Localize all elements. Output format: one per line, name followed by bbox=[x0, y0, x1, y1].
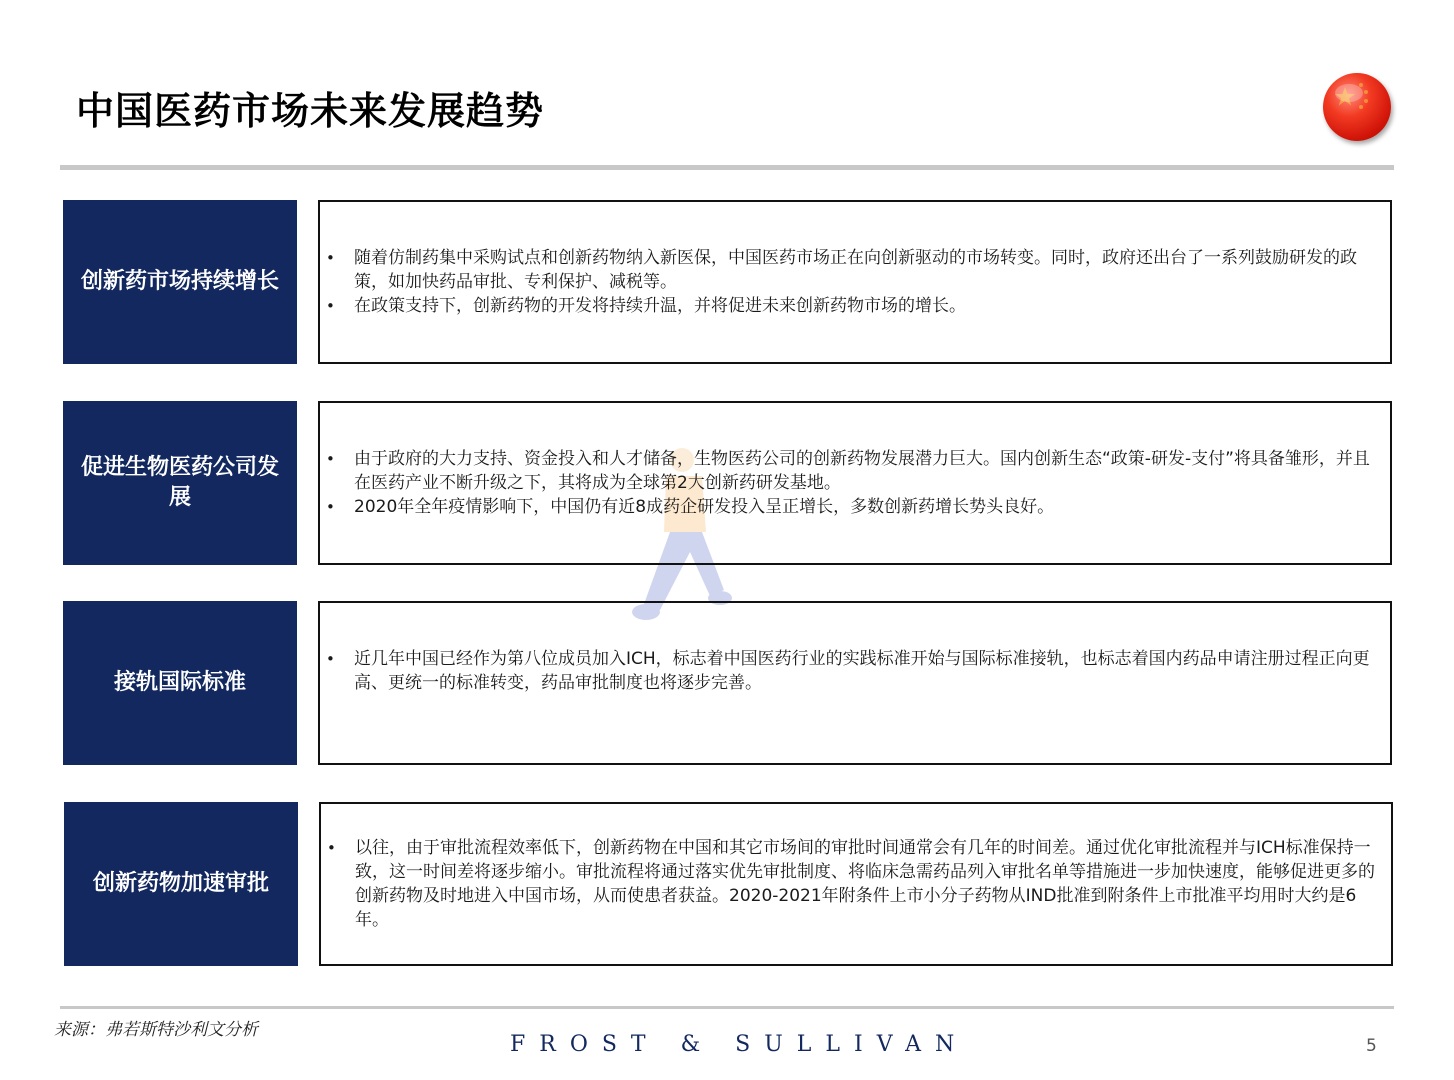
content-box-approval bbox=[319, 802, 1393, 966]
label-box-market-growth bbox=[63, 200, 297, 364]
brand-logo: FROST & SULLIVAN bbox=[510, 1032, 969, 1057]
content-box-market-growth bbox=[318, 200, 1392, 364]
row-label: 促进生物医药公司发展 bbox=[80, 455, 279, 510]
content-box-ich bbox=[318, 601, 1392, 765]
china-flag-globe-icon bbox=[1323, 73, 1391, 141]
bullet-item: • 2020年全年疫情影响下，中国仍有近8成药企研发投入呈正增长，多数创新药增长势头良好。 bbox=[326, 495, 1380, 519]
bullet-item: • 随着仿制药集中采购试点和创新药物纳入新医保，中国医药市场正在向创新驱动的市场转变。同时，政府还出台了一系列鼓励研发的政策，如加快药品审批、专利保护、减税等。 bbox=[326, 246, 1380, 294]
label-box-ich bbox=[63, 601, 297, 765]
bullet-item: • 近几年中国已经作为第八位成员加入ICH，标志着中国医药行业的实践标准开始与国际标准接轨，也标志着国内药品申请注册过程正向更高、更统一的标准转变，药品审批制度也将逐步完善。 bbox=[326, 647, 1380, 695]
top-divider bbox=[60, 165, 1394, 170]
row-label: 创新药物加速审批 bbox=[92, 871, 269, 896]
page-title: 中国医药市场未来发展趋势 bbox=[76, 89, 545, 133]
bullet-list bbox=[326, 447, 1380, 519]
source-note: 来源：弗若斯特沙利文分析 bbox=[54, 1020, 258, 1040]
bullet-item: • 以往，由于审批流程效率低下，创新药物在中国和其它市场间的审批时间通常会有几年的时间差。通过优化审批流程并与ICH标准保持一致，这一时间差将逐步缩小。审批流程将通过落实优先审批制度、将临床急需药品列入审批名单等措施进一步加快速度，能够促进更多的创新药物及时地进入中国市场，从而使患者获益。2020-2021年附条件上市小分子药物从IND批准到附条件上市批准平均用时大约是6年。 bbox=[327, 836, 1381, 932]
label-box-biopharma bbox=[63, 401, 297, 565]
page-number: 5 bbox=[1366, 1036, 1377, 1056]
bottom-divider bbox=[60, 1006, 1394, 1009]
bullet-item: • 在政策支持下，创新药物的开发将持续升温，并将促进未来创新药物市场的增长。 bbox=[326, 294, 1380, 318]
bullet-list bbox=[326, 246, 1380, 318]
content-box-biopharma bbox=[318, 401, 1392, 565]
row-label: 接轨国际标准 bbox=[113, 670, 246, 695]
bullet-list bbox=[326, 647, 1380, 695]
bullet-item: • 由于政府的大力支持、资金投入和人才储备，生物医药公司的创新药物发展潜力巨大。国内创新生态“政策-研发-支付”将具备雏形，并且在医药产业不断升级之下，其将成为全球第2大创新药研发基地。 bbox=[326, 447, 1380, 495]
row-label: 创新药市场持续增长 bbox=[80, 269, 279, 294]
bullet-list bbox=[327, 836, 1381, 932]
label-box-approval bbox=[64, 802, 298, 966]
